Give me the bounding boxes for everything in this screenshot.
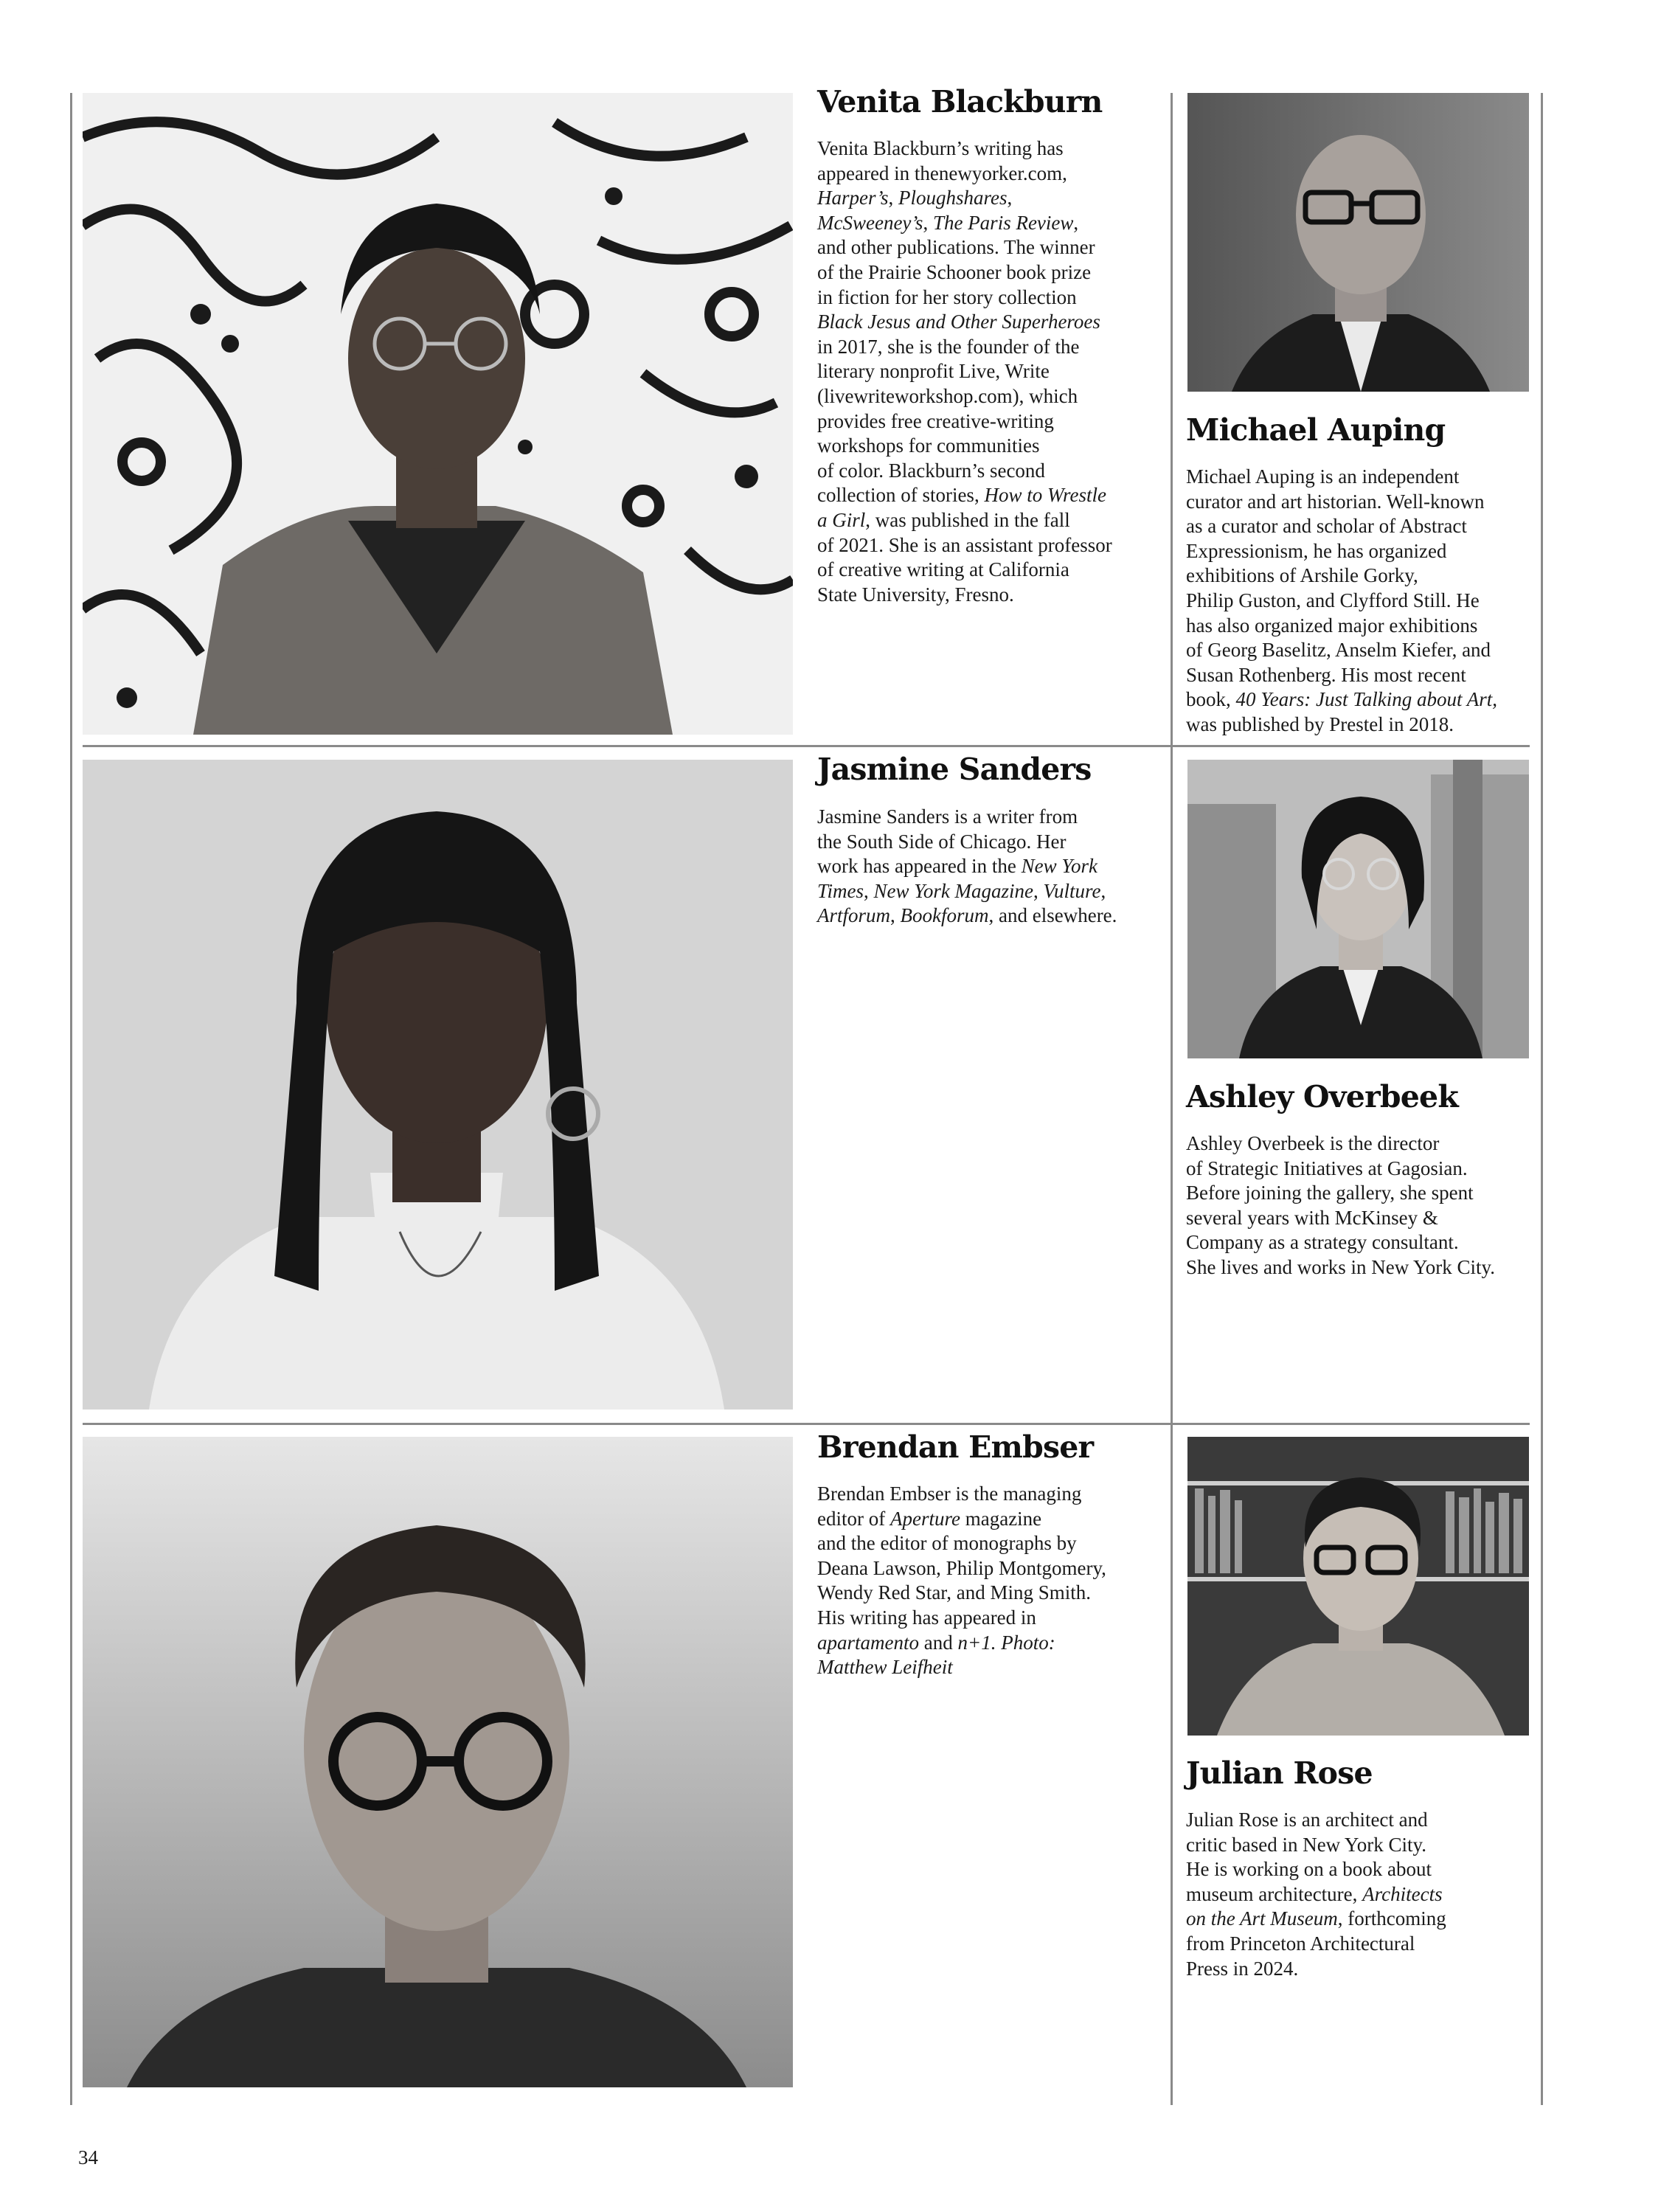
bio-line (817, 409, 1112, 434)
photo-brendan-embser (83, 1437, 793, 2087)
bio-line (817, 508, 1112, 533)
bio-line (817, 136, 1112, 162)
contributor-name: Brendan Embser (817, 1429, 1094, 1465)
bio-text: of Georg Baselitz, Anselm Kiefer, and (1186, 639, 1491, 662)
bio-line (817, 483, 1112, 508)
bio-text: of color. Blackburn’s second (817, 459, 1045, 482)
bio-line (817, 434, 1112, 459)
contributor-bio (817, 136, 1112, 607)
photo-venita-blackburn (83, 93, 793, 735)
bio-line (817, 359, 1112, 384)
bio-line (1186, 589, 1497, 614)
bio-text: She lives and works in New York City. (1186, 1255, 1496, 1278)
photo-julian-rose (1187, 1437, 1529, 1736)
bio-italic-text: Matthew Leifheit (817, 1656, 953, 1679)
bio-italic-text: Harper’s (817, 187, 889, 209)
bio-italic-text: n+1. Photo: (957, 1631, 1055, 1654)
bio-text: provides free creative-writing (817, 409, 1054, 432)
bio-italic-text: Vulture (1043, 879, 1101, 902)
bio-text: He is working on a book about (1186, 1858, 1432, 1881)
bio-line (1186, 1833, 1446, 1858)
bio-text: , was published in the fall (865, 508, 1070, 531)
bio-italic-text: Ploughshares (898, 187, 1008, 209)
bio-text: from Princeton Architectural (1186, 1932, 1415, 1955)
bio-text: of Strategic Initiatives at Gagosian. (1186, 1157, 1468, 1179)
right-margin-rule (1541, 93, 1543, 2105)
bio-italic-text: on the Art Museum (1186, 1907, 1338, 1930)
bio-italic-text: Bookforum (900, 904, 989, 927)
bio-text: several years with McKinsey & (1186, 1206, 1438, 1229)
bio-text: Company as a strategy consultant. (1186, 1231, 1459, 1254)
bio-line (817, 1581, 1106, 1606)
bio-text: Expressionism, he has organized (1186, 539, 1447, 562)
bio-line (817, 805, 1117, 830)
bio-text: , (890, 904, 901, 927)
bio-text: was published by Prestel in 2018. (1186, 713, 1454, 735)
bio-line (1186, 1206, 1495, 1231)
bio-text: Michael Auping is an independent (1186, 465, 1460, 488)
bio-line (1186, 638, 1497, 663)
bio-italic-text: Artforum (817, 904, 891, 927)
bio-text: , (1033, 879, 1044, 902)
bio-text: collection of stories, (817, 484, 985, 507)
bio-text: Before joining the gallery, she spent (1186, 1182, 1474, 1204)
bio-text: of 2021. She is an assistant professor (817, 533, 1112, 556)
bio-italic-text: Aperture (889, 1507, 960, 1530)
bio-line (817, 310, 1112, 335)
bio-italic-text: a Girl (817, 508, 866, 531)
bio-line (817, 260, 1112, 285)
bio-italic-text: Architects (1362, 1882, 1443, 1905)
bio-text: Wendy Red Star, and Ming Smith. (817, 1581, 1091, 1604)
photo-jasmine-sanders (83, 760, 793, 1410)
bio-italic-text: Times (817, 879, 864, 902)
bio-line (817, 879, 1117, 904)
bio-italic-text: McSweeney’s (817, 211, 923, 234)
bio-line (817, 830, 1117, 855)
bio-line (1186, 1255, 1495, 1280)
bio-text: has also organized major exhibitions (1186, 614, 1478, 637)
bio-line (1186, 539, 1497, 564)
bio-line (817, 1631, 1106, 1656)
bio-text: literary nonprofit Live, Write (817, 360, 1050, 383)
bio-text: of creative writing at California (817, 558, 1069, 581)
bio-line (1186, 465, 1497, 490)
bio-line (817, 211, 1112, 236)
bio-text: of the Prairie Schooner book prize (817, 260, 1092, 283)
bio-line (817, 904, 1117, 929)
bio-line (817, 1507, 1106, 1532)
bio-text: magazine (960, 1507, 1042, 1530)
photo-ashley-overbeek (1187, 760, 1529, 1058)
row-divider-1 (83, 745, 1530, 747)
bio-line (1186, 1882, 1446, 1907)
bio-text: Jasmine Sanders is a writer from (817, 805, 1078, 828)
page-number: 34 (78, 2146, 98, 2168)
bio-text: Brendan Embser is the managing (817, 1483, 1082, 1505)
bio-line (1186, 713, 1497, 738)
bio-text: curator and art historian. Well-known (1186, 490, 1485, 513)
bio-line (817, 1482, 1106, 1507)
bio-line (817, 533, 1112, 558)
bio-italic-text: New York (1021, 855, 1097, 878)
bio-text: editor of (817, 1507, 890, 1530)
bio-text: critic based in New York City. (1186, 1833, 1426, 1856)
bio-text: and the editor of monographs by (817, 1532, 1077, 1555)
bio-line (1186, 514, 1497, 539)
left-margin-rule (70, 93, 72, 2105)
bio-text: the South Side of Chicago. Her (817, 830, 1067, 853)
contributor-name: Ashley Overbeek (1186, 1079, 1458, 1114)
bio-italic-text: Black Jesus and Other Superheroes (817, 311, 1100, 333)
contributor-name: Venita Blackburn (817, 84, 1103, 119)
bio-line (817, 459, 1112, 484)
bio-text: Philip Guston, and Clyfford Still. He (1186, 589, 1480, 611)
bio-text: , (864, 879, 874, 902)
bio-italic-text: 40 Years: Just Talking about Art, (1235, 688, 1498, 711)
bio-line (817, 854, 1117, 879)
bio-text: museum architecture, (1186, 1882, 1363, 1905)
bio-text: , (1007, 187, 1013, 209)
bio-text: , (1073, 211, 1079, 234)
bio-line (1186, 614, 1497, 639)
bio-line (1186, 1808, 1446, 1833)
bio-line (817, 1556, 1106, 1581)
bio-text: , forthcoming (1337, 1907, 1446, 1930)
row-divider-2 (83, 1423, 1530, 1425)
bio-italic-text: The Paris Review (932, 211, 1074, 234)
bio-text: , and elsewhere. (988, 904, 1117, 927)
bio-line (817, 235, 1112, 260)
bio-text: , (1100, 879, 1106, 902)
bio-italic-text: apartamento (817, 1631, 919, 1654)
bio-text: work has appeared in the (817, 855, 1022, 878)
bio-text: as a curator and scholar of Abstract (1186, 515, 1467, 538)
bio-text: , (888, 187, 899, 209)
bio-line (1186, 1131, 1495, 1157)
bio-text: State University, Fresno. (817, 583, 1014, 606)
contributor-bio (1186, 1808, 1446, 1981)
bio-text: His writing has appeared in (817, 1606, 1036, 1629)
bio-line (817, 186, 1112, 211)
bio-line (1186, 1907, 1446, 1932)
photo-michael-auping (1187, 93, 1529, 392)
bio-line (1186, 687, 1497, 713)
bio-text: workshops for communities (817, 434, 1040, 457)
bio-text: exhibitions of Arshile Gorky, (1186, 564, 1418, 587)
bio-text: (livewriteworkshop.com), which (817, 384, 1078, 407)
bio-line (1186, 564, 1497, 589)
bio-text: Venita Blackburn’s writing has (817, 137, 1064, 159)
contributor-name: Jasmine Sanders (817, 752, 1092, 787)
bio-text: Susan Rothenberg. His most recent (1186, 663, 1466, 686)
bio-line (1186, 490, 1497, 515)
bio-line (817, 1531, 1106, 1556)
bio-line (1186, 1157, 1495, 1182)
contributor-name: Michael Auping (1186, 412, 1446, 448)
bio-text: Press in 2024. (1186, 1957, 1299, 1980)
bio-line (817, 285, 1112, 311)
contributor-bio (1186, 465, 1497, 738)
bio-line (817, 384, 1112, 409)
bio-line (1186, 1932, 1446, 1957)
bio-text: Deana Lawson, Philip Montgomery, (817, 1556, 1106, 1579)
contributor-bio (1186, 1131, 1495, 1280)
bio-line (1186, 663, 1497, 688)
bio-line (1186, 1857, 1446, 1882)
bio-line (817, 162, 1112, 187)
bio-text: in fiction for her story collection (817, 285, 1077, 308)
bio-text: , (923, 211, 933, 234)
bio-line (817, 1606, 1106, 1631)
contributor-name: Julian Rose (1186, 1755, 1373, 1791)
bio-text: in 2017, she is the founder of the (817, 335, 1080, 358)
bio-text: book, (1186, 688, 1236, 711)
bio-line (1186, 1957, 1446, 1982)
bio-line (817, 558, 1112, 583)
bio-text: appeared in thenewyorker.com, (817, 162, 1067, 184)
contributor-bio (817, 805, 1117, 929)
bio-line (817, 335, 1112, 360)
bio-italic-text: New York Magazine (873, 879, 1034, 902)
bio-italic-text: How to Wrestle (984, 484, 1106, 507)
bio-line (817, 1655, 1106, 1680)
bio-text: Ashley Overbeek is the director (1186, 1132, 1440, 1154)
bio-text: and (919, 1631, 958, 1654)
bio-line (1186, 1181, 1495, 1206)
contributor-bio (817, 1482, 1106, 1680)
bio-text: Julian Rose is an architect and (1186, 1809, 1428, 1831)
bio-line (1186, 1230, 1495, 1255)
bio-line (817, 583, 1112, 608)
bio-text: and other publications. The winner (817, 236, 1095, 259)
column-divider-rule (1171, 93, 1173, 2105)
